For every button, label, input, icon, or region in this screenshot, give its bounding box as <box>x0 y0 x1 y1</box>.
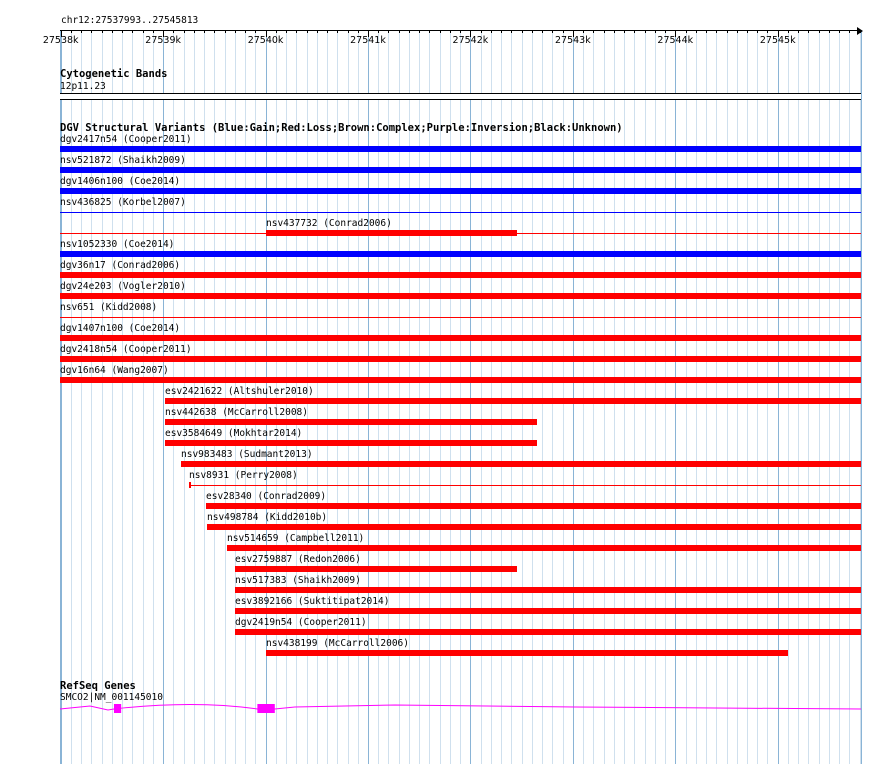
minor-tick <box>204 30 205 33</box>
minor-tick <box>440 30 441 33</box>
minor-tick <box>348 30 349 33</box>
minor-tick <box>235 30 236 33</box>
minor-tick <box>450 30 451 33</box>
minor-tick <box>409 30 410 33</box>
tick-label: 27540k <box>247 35 284 46</box>
tick-label: 27543k <box>554 35 591 46</box>
minor-tick <box>860 30 861 33</box>
cytoband-ideogram <box>60 93 861 100</box>
variant-label[interactable]: nsv438199 (McCarroll2006) <box>266 638 409 649</box>
minor-tick <box>542 30 543 33</box>
minor-tick <box>696 30 697 33</box>
variant-label[interactable]: nsv498784 (Kidd2010b) <box>207 512 328 523</box>
minor-tick <box>665 30 666 33</box>
variant-label[interactable]: nsv1052330 (Coe2014) <box>60 239 175 250</box>
cytoband-track-title: Cytogenetic Bands <box>60 68 168 80</box>
loss-variant-bar[interactable] <box>60 335 861 341</box>
minor-tick <box>747 30 748 33</box>
minor-tick <box>727 30 728 33</box>
minor-tick <box>296 30 297 33</box>
minor-tick <box>429 30 430 33</box>
variant-label[interactable]: esv3892166 (Suktitipat2014) <box>235 596 390 607</box>
variant-label[interactable]: dgv1406n100 (Coe2014) <box>60 176 181 187</box>
gain-variant-bar[interactable] <box>60 167 861 173</box>
minor-tick <box>245 30 246 33</box>
loss-variant-bar[interactable] <box>266 650 788 656</box>
minor-tick <box>276 30 277 33</box>
minor-tick <box>307 30 308 33</box>
minor-tick <box>337 30 338 33</box>
variant-label[interactable]: nsv651 (Kidd2008) <box>60 302 158 313</box>
loss-variant-bar[interactable] <box>165 440 537 446</box>
variant-label[interactable]: nsv436825 (Korbel2007) <box>60 197 186 208</box>
loss-variant-bar[interactable] <box>60 356 861 362</box>
minor-tick <box>327 30 328 33</box>
minor-tick <box>808 30 809 33</box>
minor-tick <box>849 30 850 33</box>
variant-label[interactable]: nsv8931 (Perry2008) <box>189 470 298 481</box>
gene-intron-line[interactable] <box>60 705 861 711</box>
dgv-track-title: DGV Structural Variants (Blue:Gain;Red:Loss;Brown:Complex;Purple:Inversion;Black:Unknown) <box>60 122 623 134</box>
variant-label[interactable]: nsv983483 (Sudmant2013) <box>181 449 313 460</box>
variant-label[interactable]: dgv1407n100 (Coe2014) <box>60 323 181 334</box>
minor-tick <box>819 30 820 33</box>
minor-tick <box>604 30 605 33</box>
variant-label[interactable]: dgv24e203 (Vogler2010) <box>60 281 186 292</box>
variant-label[interactable]: nsv442638 (McCarroll2008) <box>165 407 308 418</box>
minor-tick <box>317 30 318 33</box>
minor-tick <box>563 30 564 33</box>
loss-variant-bar[interactable] <box>207 524 861 530</box>
minor-tick <box>81 30 82 33</box>
minor-tick <box>634 30 635 33</box>
minor-tick <box>112 30 113 33</box>
loss-variant-bar[interactable] <box>206 503 861 509</box>
tick-label: 27545k <box>759 35 796 46</box>
minor-tick <box>358 30 359 33</box>
minor-tick <box>624 30 625 33</box>
variant-label[interactable]: dgv16n64 (Wang2007) <box>60 365 169 376</box>
minor-tick <box>378 30 379 33</box>
loss-variant-bar[interactable] <box>165 419 537 425</box>
minor-tick <box>655 30 656 33</box>
minor-tick <box>706 30 707 33</box>
gene-label[interactable]: SMCO2|NM_001145010 <box>60 692 163 703</box>
minor-tick <box>686 30 687 33</box>
variant-thin-line[interactable] <box>189 485 861 486</box>
minor-tick <box>460 30 461 33</box>
refseq-track-title: RefSeq Genes <box>60 680 136 692</box>
minor-tick <box>194 30 195 33</box>
minor-tick <box>388 30 389 33</box>
loss-variant-bar[interactable] <box>235 608 861 614</box>
variant-label[interactable]: nsv437732 (Conrad2006) <box>266 218 392 229</box>
minor-tick <box>286 30 287 33</box>
loss-variant-bar[interactable] <box>60 377 861 383</box>
minor-tick <box>798 30 799 33</box>
variant-label[interactable]: nsv517383 (Shaikh2009) <box>235 575 361 586</box>
minor-tick <box>767 30 768 33</box>
ruler <box>0 0 890 50</box>
gene-exon[interactable] <box>257 704 274 713</box>
loss-variant-bar[interactable] <box>165 398 861 404</box>
minor-tick <box>716 30 717 33</box>
variant-label[interactable]: dgv36n17 (Conrad2006) <box>60 260 181 271</box>
tick-label: 27539k <box>145 35 182 46</box>
minor-tick <box>788 30 789 33</box>
variant-label[interactable]: esv2759887 (Redon2006) <box>235 554 361 565</box>
minor-tick <box>614 30 615 33</box>
minor-tick <box>757 30 758 33</box>
minor-tick <box>522 30 523 33</box>
minor-tick <box>71 30 72 33</box>
cytoband-label: 12p11.23 <box>60 81 106 92</box>
tick-label: 27541k <box>350 35 386 46</box>
loss-variant-bar[interactable] <box>235 629 861 635</box>
gain-variant-bar[interactable] <box>60 146 861 152</box>
minor-tick <box>153 30 154 33</box>
minor-tick <box>583 30 584 33</box>
variant-label[interactable]: esv3584649 (Mokhtar2014) <box>165 428 303 439</box>
gain-variant-bar[interactable] <box>60 188 861 194</box>
minor-tick <box>552 30 553 33</box>
tick-label: 27544k <box>657 35 694 46</box>
gain-variant-bar[interactable] <box>60 251 861 257</box>
minor-tick <box>839 30 840 33</box>
minor-tick <box>132 30 133 33</box>
loss-variant-bar[interactable] <box>181 461 861 467</box>
gene-model[interactable] <box>0 698 890 728</box>
minor-tick <box>532 30 533 33</box>
minor-tick <box>481 30 482 33</box>
minor-tick <box>501 30 502 33</box>
loss-variant-bar[interactable] <box>60 272 861 278</box>
tick-label: 27542k <box>452 35 489 46</box>
minor-tick <box>829 30 830 33</box>
variant-label[interactable]: dgv2419n54 (Cooper2011) <box>235 617 367 628</box>
loss-variant-bar[interactable] <box>60 293 861 299</box>
variant-label[interactable]: esv28340 (Conrad2009) <box>206 491 327 502</box>
variant-label[interactable]: nsv521872 (Shaikh2009) <box>60 155 186 166</box>
location-label: chr12:27537993..27545813 <box>61 15 199 26</box>
loss-variant-bar[interactable] <box>235 587 861 593</box>
minor-tick <box>225 30 226 33</box>
minor-tick <box>511 30 512 33</box>
minor-tick <box>645 30 646 33</box>
variant-label[interactable]: esv2421622 (Altshuler2010) <box>165 386 314 397</box>
minor-tick <box>737 30 738 33</box>
tick-label: 27538k <box>42 35 79 46</box>
loss-variant-bar[interactable] <box>227 545 861 551</box>
loss-variant-bar[interactable] <box>235 566 517 572</box>
minor-tick <box>214 30 215 33</box>
gain-variant-bar[interactable] <box>60 212 861 213</box>
minor-tick <box>91 30 92 33</box>
minor-tick <box>593 30 594 33</box>
loss-variant-bar[interactable] <box>60 317 861 318</box>
minor-tick <box>255 30 256 33</box>
minor-tick <box>173 30 174 33</box>
minor-tick <box>143 30 144 33</box>
minor-tick <box>184 30 185 33</box>
minor-tick <box>491 30 492 33</box>
variant-label[interactable]: dgv2417n54 (Cooper2011) <box>60 134 192 145</box>
loss-variant-bar[interactable] <box>189 482 191 488</box>
loss-variant-bar[interactable] <box>266 230 517 236</box>
minor-tick <box>122 30 123 33</box>
minor-tick <box>399 30 400 33</box>
variant-label[interactable]: nsv514659 (Campbell2011) <box>227 533 365 544</box>
gene-exon[interactable] <box>114 704 121 713</box>
minor-tick <box>102 30 103 33</box>
variant-label[interactable]: dgv2418n54 (Cooper2011) <box>60 344 192 355</box>
minor-tick <box>419 30 420 33</box>
